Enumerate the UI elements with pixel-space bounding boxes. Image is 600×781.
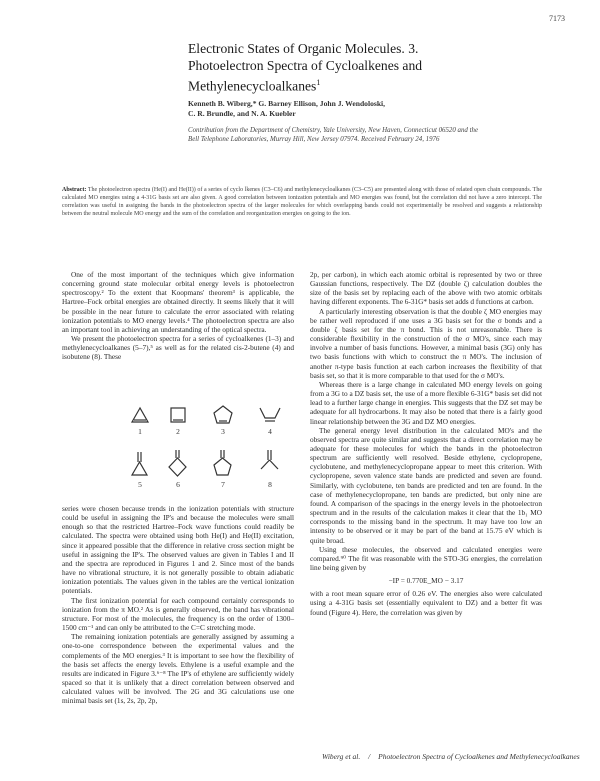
label-1: 1 <box>138 427 142 436</box>
structure-2-cyclobutene <box>171 408 185 422</box>
paragraph: The general energy level distribution in the calculated MO's and the observed spectra are quite similar and suggests that a direct correlation may be adequate for these molecules for which the bands in the photoelectron spectrum are sufficiently well resolved. Beside ethylene, cyclopropene, cyclobutene, and methylenecyclopropane appear to meet this criterion. With cyclopropene, seven valence state bands are predicted and seven are found. Similarly, with cyclobutene, ten bands are predicted and ten are found. In the case of methylenecyclopropane, ten bands are predicted, but only nine are found. A comparison of the spacings in the energy levels in the photoelectron spectrum and in the results of the calculation makes it clear that the 1b₁ MO corresponds to the missing band in the spectrum. It may have too low an intensity to be observed or it may be part of the band at 15.75 eV which is quite broad. <box>310 425 542 545</box>
footer-separator: / <box>368 752 371 761</box>
footer-authors: Wiberg et al. <box>322 752 361 761</box>
paragraph: series were chosen because trends in the ionization potentials with structure could be useful in assigning the IP's and because the molecules were small enough so that the restricted Hartree–Fock wave functions could readily be calculated. The spectra were obtained using both He(I) and He(II) excitation, since it appeared possible that the difference in relative cross section might be useful in assigning the IP's. The observed values are given in Tables I and II and the spectra are reproduced in Figures 1 and 2. Since most of the bands have no vibrational structure, it is not generally possible to obtain adiabatic ionization potentials. The values given in the tables are the vertical ionization potentials. <box>62 504 294 596</box>
abstract <box>62 186 542 218</box>
structure-4-cis-2-butene <box>260 408 280 421</box>
paragraph: One of the most important of the techniques which give information concerning ground state molecular orbital energy levels is photoelectron spectroscopy.² To the extent that Koopmans' theorem³ is applicable, the Hartree–Fock orbital energies are obtained directly. It seems likely that it will be possible in the near future to calculate the error associated with relating ionization potentials to MO energy levels.⁴ The photoelectron spectra are also an important tool in achieving an understanding of the optical spectra. <box>62 270 294 334</box>
structures-figure <box>62 400 294 504</box>
title-text: Electronic States of Organic Molecules. 3. Photoelectron Spectra of Cycloalkenes and Methylenecycloalkanes <box>188 41 423 94</box>
abstract-text: The photoelectron spectra (He(I) and He(II)) of a series of cyclo lkenes (C3–C6) and methylenecycloalkanes (C3–C5) are presented along with those of related open chain compounds. The calculated MO energies using a 4-31G basis set are also given. A good correlation between ionization potentials and MO energies was found, but the correlation did not have a zero intercept. The correlation was useful in assigning the bands in the photoelectron spectra of the larger molecules for which overlapping bands could not experimentally be resolved and suggests a relationship between the neutral molecule MO energy and the sum of the correlation and reorganization energies on going to the ion. <box>62 187 542 217</box>
structure-3-cyclopentene <box>214 406 232 423</box>
paragraph: Whereas there is a large change in calculated MO energy levels on going from a 3G to a DZ basis set, the use of a more flexible 6-31G* basis set did not lead to a further large change in energies. This suggests that the DZ set may be adequate for all hydrocarbons. It may also be noted that there is a fairly good linear relationship between the 3G and DZ MO energies. <box>310 379 542 426</box>
structures-drawing <box>62 400 294 504</box>
structure-6-methylenecyclobutane <box>169 450 186 476</box>
label-3: 3 <box>221 427 225 436</box>
contribution-text: Contribution from the Department of Chemistry, Yale University, New Haven, Connecticut 06520 and the Bell Telephone Laboratories, Murray Hill, New Jersey 07974. <box>188 127 479 143</box>
title-footnote: 1 <box>316 78 321 87</box>
paragraph: A particularly interesting observation is that the double ζ MO energies may be rather well reproduced if one uses a 3G basis set for the σ bonds and a double ζ basis set for the π bond. This is not unreasonable. There is considerable flexibility in the construction of the σ MO's, since each may involve a number of basis functions. However, a minimal basis (3G) only has two basis functions with which to construct the π MO's. The inclusion of another π-type basis function at each carbon increases the flexibility of that basis set, so that it is more comparable to that used for the σ MO's. <box>310 306 542 380</box>
received-date: Received February 24, 1976 <box>360 136 440 143</box>
label-2: 2 <box>176 427 180 436</box>
label-6: 6 <box>176 480 180 489</box>
running-footer <box>322 752 586 761</box>
structure-8-isobutene <box>261 450 278 469</box>
abstract-label: Abstract: <box>62 187 87 193</box>
page-number: 7173 <box>549 14 565 23</box>
paragraph: 2p, per carbon), in which each atomic orbital is represented by two or three Gaussian functions, respectively. The DZ (double ζ) calculation doubles the size of the basis set by replacing each of the above with two atomic orbitals having different exponents. The 6-31G* basis set adds d functions at carbon. <box>310 270 542 307</box>
paper-title <box>188 40 488 95</box>
author-list <box>188 99 488 119</box>
structure-1-cyclopropene <box>132 408 148 422</box>
equation: −IP = 0.770E_MO − 3.17 <box>388 576 464 586</box>
left-column-bottom <box>62 504 294 705</box>
paragraph: We present the photoelectron spectra for a series of cycloalkenes (1–3) and methylenecycloalkanes (5–7),⁵ as well as for the related cis-2-butene (4) and isobutene (8). These <box>62 334 294 362</box>
label-7: 7 <box>221 480 225 489</box>
authors-line-1: Kenneth B. Wiberg,* G. Barney Ellison, John J. Wendoloski, <box>188 99 386 108</box>
right-column <box>310 270 542 617</box>
affiliation <box>188 126 488 144</box>
label-5: 5 <box>138 480 142 489</box>
label-8: 8 <box>268 480 272 489</box>
structure-5-methylenecyclopropane <box>132 452 147 475</box>
left-column-top <box>62 270 294 362</box>
authors-line-2: C. R. Brundle, and N. A. Kuebler <box>188 109 296 118</box>
structure-7-methylenecyclopentane <box>214 450 231 475</box>
paragraph: with a root mean square error of 0.26 eV. The energies also were calculated using a 4-31G basis set (essentially equivalent to DZ) and a better fit was found (Figure 4). Here, the correlation was given by <box>310 589 542 617</box>
label-4: 4 <box>268 427 272 436</box>
paragraph: The first ionization potential for each compound certainly corresponds to ionization from the π MO.² As is generally observed, the band has vibrational structure. For most of the molecules, the frequency is on the order of 1300–1500 cm⁻¹ and can only be attributed to the C=C stretching mode. <box>62 595 294 633</box>
footer-title: Photoelectron Spectra of Cycloalkenes and Methylenecycloalkanes <box>378 752 580 761</box>
paragraph: Using these molecules, the observed and calculated energies were compared.⁹⁰ The fit was reasonable with the STO-3G energies, the correlation line being given by <box>310 544 542 572</box>
paragraph: The remaining ionization potentials are generally assigned by assuming a one-to-one correspondence between the experimental values and the complements of the MO energies.³ It is important to see how the flexibility of the basis set affects the energy levels. Ethylene is a useful example and the results are indicated in Figure 3.⁶⁻⁸ The IP's of ethylene are sufficiently widely spaced so that it is unlikely that a direct correlation between observed and calculated values will be involved. The 2G and 3G calculations use one minimal basis set (1s, 2s, 2p, 2p, <box>62 632 294 706</box>
